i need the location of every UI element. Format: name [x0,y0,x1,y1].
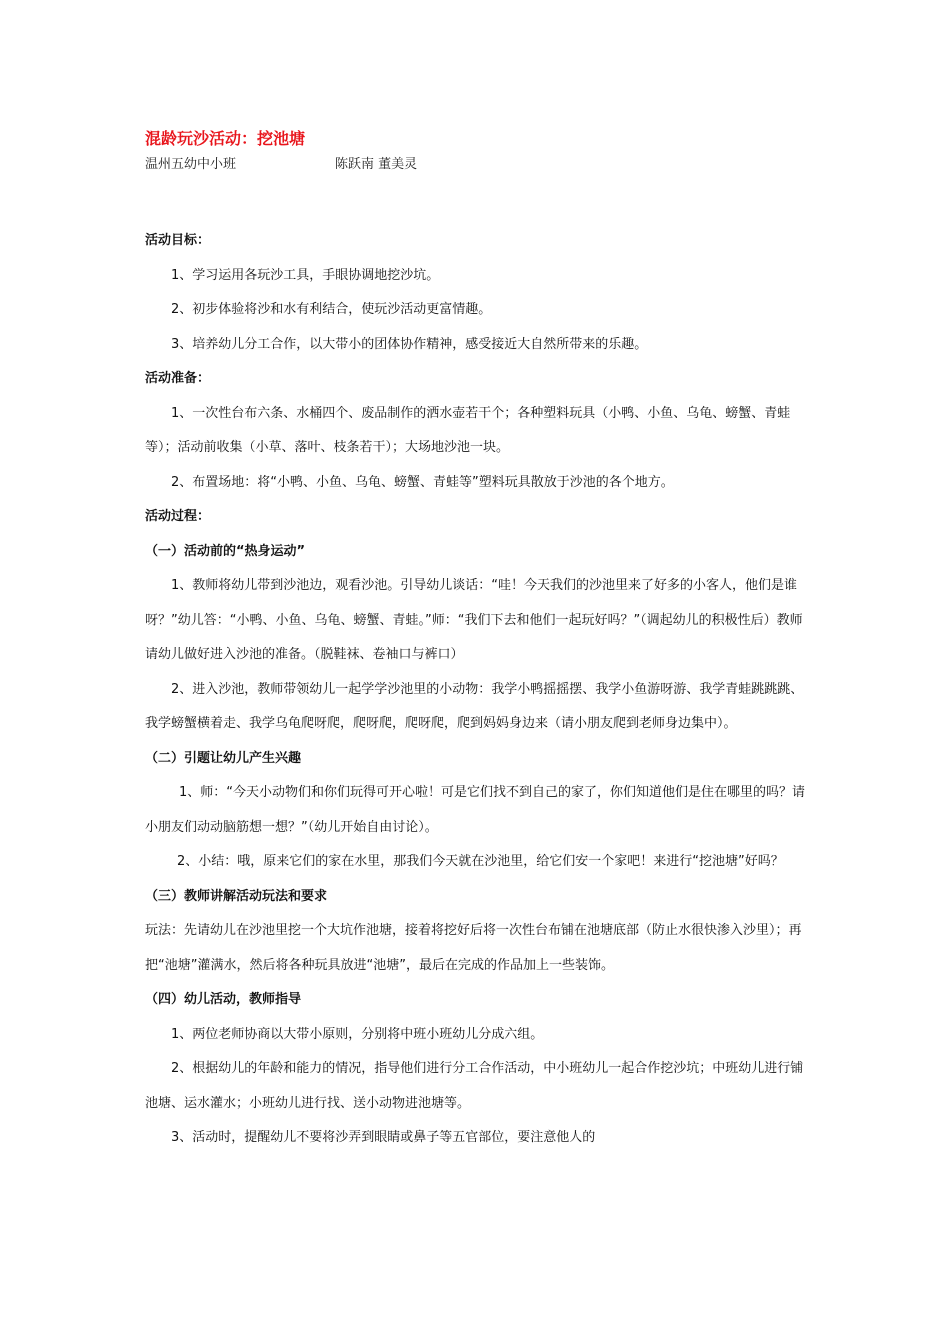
goals-heading: 活动目标： [145,233,211,248]
document-title: 混龄玩沙活动：挖池塘 [145,129,306,148]
section-2-item: 1、师：“今天小动物们和你们玩得可开心啦！可是它们找不到自己的家了，你们知道他们是住在哪里的吗？请小朋友们动动脑筋想一想？”（幼儿开始自由讨论）。 [145,785,806,835]
goal-item: 1、学习运用各玩沙工具，手眼协调地挖沙坑。 [171,267,440,283]
goal-item: 3、培养幼儿分工合作，以大带小的团体协作精神，感受接近大自然所带来的乐趣。 [171,336,648,352]
section-4-item: 2、根据幼儿的年龄和能力的情况，指导他们进行分工合作活动，中小班幼儿一起合作挖沙坑；中班幼儿进行铺池塘、运水灌水；小班幼儿进行找、送小动物进池塘等。 [145,1061,804,1111]
section-4-item: 3、活动时，提醒幼儿不要将沙弄到眼睛或鼻子等五官部位，要注意他人的 [171,1130,596,1145]
document-body [145,224,810,1156]
prep-item: 1、一次性台布六条、水桶四个、废品制作的洒水壶若干个；各种塑料玩具（小鸭、小鱼、乌龟、螃蟹、青蛙等）；活动前收集（小草、落叶、枝条若干）；大场地沙池一块。 [145,405,791,455]
section-4-item: 1、两位老师协商以大带小原则，分别将中班小班幼儿分成六组。 [171,1026,544,1042]
process-heading: 活动过程： [145,509,211,524]
byline [145,153,418,172]
section-4-heading: （四）幼儿活动，教师指导 [145,992,302,1007]
section-1-item: 2、进入沙池，教师带领幼儿一起学学沙池里的小动物：我学小鸭摇摇摆、我学小鱼游呀游、我学青蛙跳跳跳、我学螃蟹横着走、我学乌龟爬呀爬，爬呀爬，爬呀爬，爬到妈妈身边来（请小朋友爬到老师身边集中）。 [145,681,804,731]
section-1-item: 1、教师将幼儿带到沙池边，观看沙池。引导幼儿谈话：“哇！今天我们的沙池里来了好多的小客人，他们是谁呀？”幼儿答：“小鸭、小鱼、乌龟、螃蟹、青蛙。”师：“我们下去和他们一起玩好吗？”（调起幼儿的积极性后）教师请幼儿做好进入沙池的准备。（脱鞋袜、卷袖口与裤口） [145,578,803,662]
section-3-heading: （三）教师讲解活动玩法和要求 [145,888,328,904]
goal-item: 2、初步体验将沙和水有利结合，使玩沙活动更富情趣。 [171,302,492,317]
section-1-heading: （一）活动前的“热身运动” [145,543,306,559]
author-names: 陈跃南 董美灵 [335,157,418,172]
prep-item: 2、布置场地：将“小鸭、小鱼、乌龟、螃蟹、青蛙等”塑料玩具散放于沙池的各个地方。 [171,474,674,490]
section-2-item: 2、小结：哦，原来它们的家在水里，那我们今天就在沙池里，给它们安一个家吧！来进行“挖池塘”好吗？ [177,854,784,869]
section-3-text: 玩法：先请幼儿在沙池里挖一个大坑作池塘，接着将挖好后将一次性台布铺在池塘底部（防止水很快渗入沙里）；再把“池塘”灌满水，然后将各种玩具放进“池塘”，最后在完成的作品加上一些装饰。 [145,923,802,973]
school-name: 温州五幼中小班 [145,157,237,172]
section-2-heading: （二）引题让幼儿产生兴趣 [145,750,302,766]
prep-heading: 活动准备： [145,371,211,386]
